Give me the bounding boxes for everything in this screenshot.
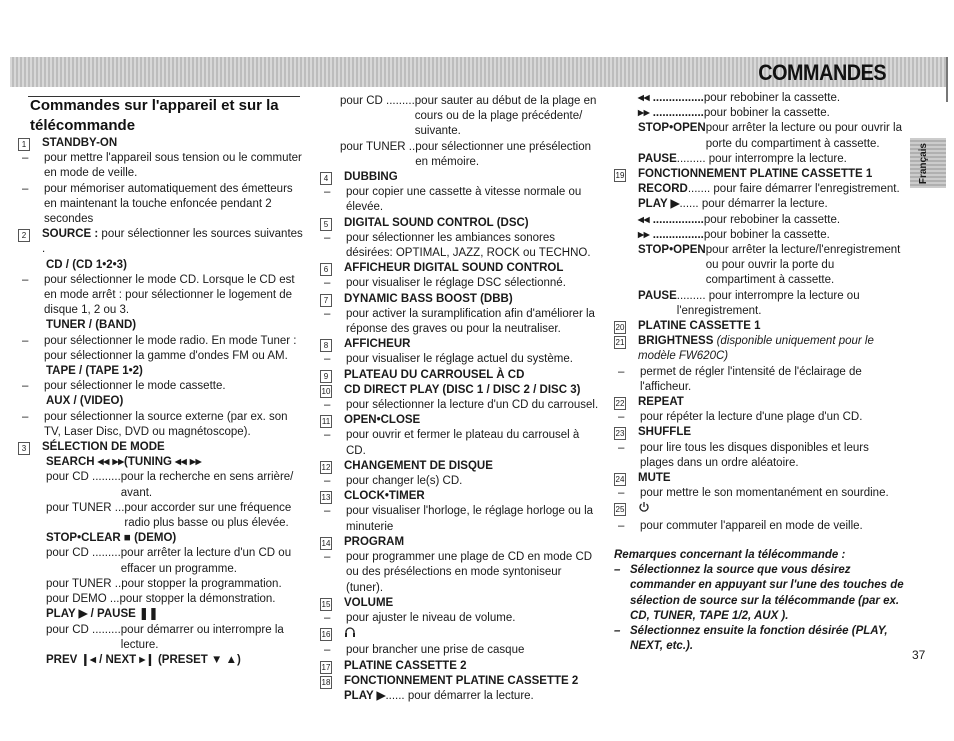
section-title: Commandes sur l'appareil et sur la télécommande [30, 97, 279, 134]
column-1: Commandes sur l'appareil et sur la télécommande 1 STANDBY-ON – pour mettre l'appareil sous tension ou le commuter en mode de veille. – pour mémoriser automatiquement des émetteurs en maintenant la touche enfoncée pendant 2 secondes 2 SOURCE : pour sélectionner les sources suivantes . CD / (CD 1•2•3) – pour sélectionner le mode CD. Lorsque le CD est en mode arrêt : pour sélectionner le logement de disque 1, 2 ou 3. TUNER / (BAND) – pour sélectionner le mode radio. En mode Tuner : pour sélectionner la gamme d'ondes FM ou AM. TAPE / (TAPE 1•2) – pour sélectionner le mode cassette. AUX / (VIDEO) – pour sélectionner la source externe (par ex. son TV, Laser Disc, DVD ou magnétoscope). 3 SÉLECTION DE MODE SEARCH ◂◂ ▸▸(TUNING ◂◂ ▸▸ pour CD ......... pour la recherche en sens arrière/ avant. pour TUNER ... pour accorder sur une fréquence radio plus basse ou plus élevée. STOP•CLEAR ■ (DEMO) pour CD ......... pour arrêter la lecture d'un CD ou effacer un programme. pour TUNER .. pour stopper la programmation. pour DEMO ... pour stopper la démonstration. PLAY ▶ / PAUSE ❚❚ pour CD ......... pour démarrer ou interrompre la lecture. PREV ❙◂ / NEXT ▸❙ (PRESET ▼ ▲) [18, 92, 306, 668]
page-title: COMMANDES [758, 60, 886, 85]
language-tab [910, 138, 946, 188]
remote-notes: Remarques concernant la télécommande : – Sélectionnez la source que vous désirez commander en appuyant sur l'une des touches de sélection de source sur la télécommande (par ex. CD, TUNER, TAPE 1/2, AUX ). – Sélectionnez ensuite la fonction désirée (PLAY, NEXT, etc.). [614, 548, 904, 653]
header-band [10, 57, 948, 87]
item-label: STANDBY-ON [42, 137, 118, 149]
item-number: 1 [18, 138, 30, 151]
column-3: ◂◂ ................ pour rebobiner la cassette. ▸▸ ................ pour bobiner la cassette. STOP•OPEN pour arrêter la lecture ou pour ouvrir la porte du compartiment à cassette. PAUSE ......... pour interrompre la lecture. 19 FONCTIONNEMENT PLATINE CASSETTE 1 RECORD ....... pour faire démarrer l'enregistrement. PLAY ▶ ...... pour démarrer la lecture. ◂◂ ................ pour rebobiner la cassette. ▸▸ ................ pour bobiner la cassette. STOP•OPEN pour arrêter la lecture/l'enregistrement ou pour ouvrir la porte du compartiment à cassette. PAUSE ......... pour interrompre la lecture ou l'enregistrement. 20 PLATINE CASSETTE 1 21 BRIGHTNESS (disponible uniquement pour le modèle FW620C) – permet de régler l'intensité de l'éclairage de l'afficheur. 22 REPEAT – pour répéter la lecture d'une plage d'un CD. 23 SHUFFLE – pour lire tous les disques disponibles et leurs plages dans un ordre aléatoire. 24 MUTE – pour mettre le son momentanément en sourdine. 25 – pour commuter l'appareil en mode de veille. Remarques concernant la télécommande : – Sélectionnez la source que vous désirez commander en appuyant sur l'une des touches de sélection de source sur la télécommande (par ex. CD, TUNER, TAPE 1/2, AUX ). – Sélectionnez ensuite la fonction désirée (PLAY, NEXT, etc.). [614, 91, 904, 654]
power-icon [638, 501, 650, 518]
language-label: Français [918, 143, 929, 185]
headphones-icon [344, 626, 356, 643]
item-number: 2 [18, 229, 30, 242]
column-2: pour CD ......... pour sauter au début de la plage en cours ou de la plage précédente/ suivante. pour TUNER .. pour sélectionner une présélection en mémoire. 4 DUBBING – pour copier une cassette à vitesse normale ou élevée. 5 DIGITAL SOUND CONTROL (DSC) – pour sélectionner les ambiances sonores désirées: OPTIMAL, JAZZ, ROCK ou TECHNO. 6 AFFICHEUR DIGITAL SOUND CONTROL – pour visualiser le réglage DSC sélectionné. 7 DYNAMIC BASS BOOST (DBB) – pour activer la suramplification afin d'améliorer la réponse des graves ou pour la neutraliser. 8 AFFICHEUR – pour visualiser le réglage actuel du système. 9 PLATEAU DU CARROUSEL À CD 10 CD DIRECT PLAY (DISC 1 / DISC 2 / DISC 3) – pour sélectionner la lecture d'un CD du carrousel. 11 OPEN•CLOSE – pour ouvrir et fermer le plateau du carrousel à CD. 12 CHANGEMENT DE DISQUE – pour changer le(s) CD. 13 CLOCK•TIMER – pour visualiser l'horloge, le réglage horloge ou la minuterie 14 PROGRAM – pour programmer une plage de CD en mode CD ou des présélections en mode syntoniseur (tuner). 15 VOLUME – pour ajuster le niveau de volume. 16 – pour brancher une prise de casque 17 PLATINE CASSETTE 2 18 FONCTIONNEMENT PLATINE CASSETTE 2 PLAY ▶ ...... pour démarrer la lecture. [321, 95, 599, 702]
page-number: 37 [912, 648, 926, 662]
item-number: 3 [18, 442, 30, 455]
header-edge [946, 57, 948, 102]
